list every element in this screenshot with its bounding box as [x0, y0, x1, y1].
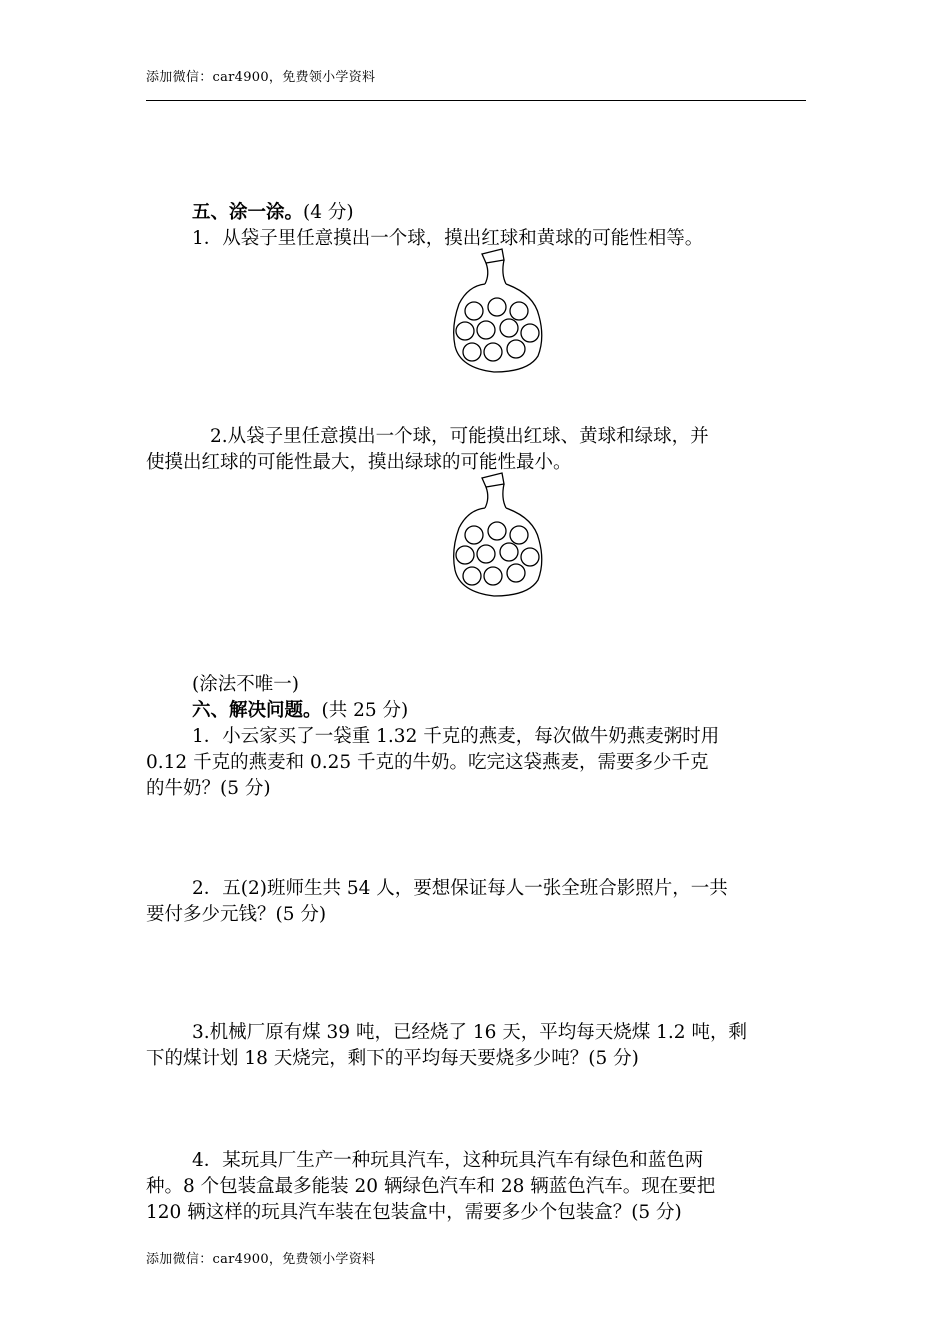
section5-title: 五、涂一涂。 — [192, 202, 304, 223]
section5-q2-text-1: 2.从袋子里任意摸出一个球，可能摸出红球、黄球和绿球，并 — [210, 426, 709, 447]
section6-q1-line1: 1．小云家买了一袋重 1.32 千克的燕麦，每次做牛奶燕麦粥时用 — [192, 726, 720, 747]
section6-q4-line2: 种。8 个包装盒最多能装 20 辆绿色汽车和 28 辆蓝色汽车。现在要把 — [146, 1176, 716, 1197]
ball — [488, 522, 506, 540]
bag-neck — [485, 484, 506, 508]
bag-knot-top — [482, 473, 504, 487]
page-header-text: 添加微信：car4900，免费领小学资料 — [146, 70, 376, 85]
section6-score: (共 25 分) — [321, 700, 409, 721]
ball — [484, 567, 502, 585]
ball — [510, 526, 528, 544]
ball — [488, 298, 506, 316]
section5-heading — [146, 200, 806, 226]
bag-illustration-2 — [446, 470, 546, 600]
bag-knot-top — [482, 249, 504, 263]
section6-q1-line2: 0.12 千克的燕麦和 0.25 千克的牛奶。吃完这袋燕麦，需要多少千克 — [146, 752, 709, 773]
ball — [477, 321, 495, 339]
section6-q3-line2: 下的煤计划 18 天烧完，剩下的平均每天要烧多少吨？(5 分) — [146, 1048, 639, 1069]
section6-q4-line1: 4．某玩具厂生产一种玩具汽车，这种玩具汽车有绿色和蓝色两 — [192, 1150, 704, 1171]
bag-illustration-1 — [446, 246, 546, 376]
section6-heading — [146, 698, 806, 724]
ball — [521, 324, 539, 342]
section5-q2-line2: 使摸出红球的可能性最大，摸出绿球的可能性最小。 — [146, 452, 572, 473]
section6-q4-line3: 120 辆这样的玩具汽车装在包装盒中，需要多少个包装盒？(5 分) — [146, 1202, 682, 1223]
ball — [465, 526, 483, 544]
section6-title: 六、解决问题。 — [192, 700, 322, 721]
ball — [484, 343, 502, 361]
ball — [463, 567, 481, 585]
ball — [463, 343, 481, 361]
section6-q1-line3: 的牛奶？(5 分) — [146, 778, 271, 799]
ball — [507, 340, 525, 358]
page-footer-text: 添加微信：car4900，免费领小学资料 — [146, 1252, 376, 1267]
ball — [477, 545, 495, 563]
ball — [500, 319, 518, 337]
section6-q2-line2: 要付多少元钱？(5 分) — [146, 904, 327, 925]
section6-q3-line1: 3.机械厂原有煤 39 吨，已经烧了 16 天，平均每天烧煤 1.2 吨，剩 — [192, 1022, 747, 1043]
header-divider — [146, 100, 806, 101]
ball — [456, 546, 474, 564]
ball — [500, 543, 518, 561]
ball — [465, 302, 483, 320]
section5-q2-line1 — [146, 424, 806, 450]
ball — [507, 564, 525, 582]
bag-neck — [485, 260, 506, 284]
ball — [521, 548, 539, 566]
ball — [510, 302, 528, 320]
section5-score: (4 分) — [303, 202, 354, 223]
ball — [456, 322, 474, 340]
section6-q2-line1: 2．五(2)班师生共 54 人，要想保证每人一张全班合影照片，一共 — [192, 878, 728, 899]
section5-q1: 1．从袋子里任意摸出一个球，摸出红球和黄球的可能性相等。 — [192, 228, 704, 249]
section5-note: (涂法不唯一) — [192, 674, 299, 695]
